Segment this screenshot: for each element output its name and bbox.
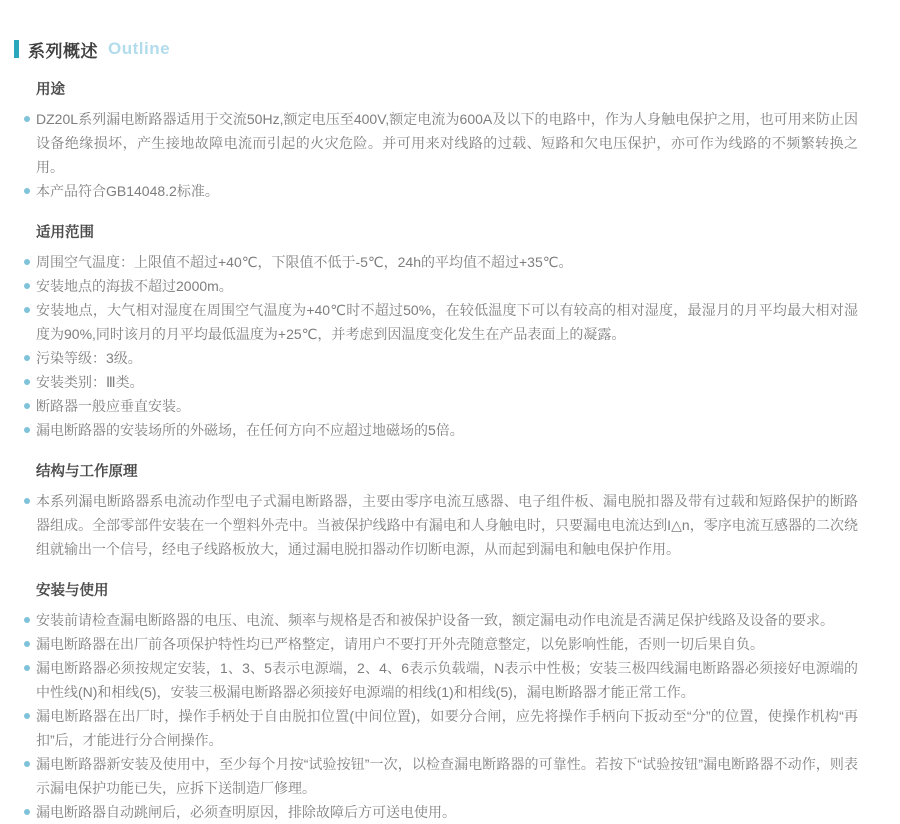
bullet-dot-icon xyxy=(24,259,30,265)
bullet-text: 安装前请检查漏电断路器的电压、电流、频率与规格是否和被保护设备一致，额定漏电动作电流是否满足保护线路及设备的要求。 xyxy=(36,612,834,628)
bullet-dot-icon xyxy=(24,379,30,385)
bullet-dot-icon xyxy=(24,403,30,409)
bullet-item xyxy=(0,250,862,274)
bullet-item xyxy=(0,656,862,704)
bullet-dot-icon xyxy=(24,809,30,815)
bullet-dot-icon xyxy=(24,641,30,647)
bullet-text: 安装地点的海拔不超过2000m。 xyxy=(36,278,233,294)
bullet-item xyxy=(0,394,862,418)
doc-section xyxy=(0,581,882,824)
section-heading: 适用范围 xyxy=(36,225,94,241)
bullet-text: 断路器一般应垂直安装。 xyxy=(36,398,190,414)
bullet-text: 漏电断路器必须按规定安装，1、3、5表示电源端，2、4、6表示负载端，N表示中性极；安装三极四线漏电断路器必须接好电源端的中性线(N)和相线(5)，安装三极漏电断路器必须接好电源端的相线(1)和相线(5)，漏电断路器才能正常工作。 xyxy=(36,660,858,700)
bullet-item xyxy=(0,179,862,203)
bullet-item xyxy=(0,752,862,800)
page-subtitle: Outline xyxy=(108,39,171,58)
bullet-item xyxy=(0,107,862,179)
bullet-dot-icon xyxy=(24,665,30,671)
bullet-text: 本产品符合GB14048.2标准。 xyxy=(36,183,219,199)
bullet-text: 漏电断路器新安装及使用中，至少每个月按“试验按钮”一次，以检查漏电断路器的可靠性。若按下“试验按钮”漏电断路器不动作，则表示漏电保护功能已失，应拆下送制造厂修理。 xyxy=(36,756,858,796)
bullet-item xyxy=(0,800,862,824)
bullet-text: 周围空气温度：上限值不超过+40℃，下限值不低于-5℃，24h的平均值不超过+35℃。 xyxy=(36,254,573,270)
section-heading: 用途 xyxy=(36,82,65,98)
bullet-text: 漏电断路器的安装场所的外磁场，在任何方向不应超过地磁场的5倍。 xyxy=(36,422,464,438)
bullet-dot-icon xyxy=(24,427,30,433)
bullet-item xyxy=(0,370,862,394)
bullet-dot-icon xyxy=(24,188,30,194)
document-content xyxy=(0,80,900,824)
doc-section xyxy=(0,80,882,203)
bullet-dot-icon xyxy=(24,617,30,623)
bullet-text: 污染等级：3级。 xyxy=(36,350,142,366)
doc-section xyxy=(0,462,882,561)
bullet-item xyxy=(0,274,862,298)
bullet-dot-icon xyxy=(24,761,30,767)
bullet-item xyxy=(0,608,862,632)
bullet-item xyxy=(0,632,862,656)
bullet-item xyxy=(0,346,862,370)
bullet-list xyxy=(0,489,882,561)
bullet-dot-icon xyxy=(24,713,30,719)
bullet-item xyxy=(0,489,862,561)
bullet-list xyxy=(0,250,882,442)
title-accent-bar-icon xyxy=(14,40,19,58)
section-heading: 结构与工作原理 xyxy=(36,464,138,480)
bullet-text: 安装地点，大气相对湿度在周围空气温度为+40℃时不超过50%，在较低温度下可以有较高的相对湿度，最湿月的月平均最大相对湿度为90%,同时该月的月平均最低温度为+25℃，并考虑到因温度变化发生在产品表面上的凝露。 xyxy=(36,302,858,342)
bullet-dot-icon xyxy=(24,116,30,122)
bullet-list xyxy=(0,107,882,203)
bullet-text: 本系列漏电断路器系电流动作型电子式漏电断路器，主要由零序电流互感器、电子组件板、漏电脱扣器及带有过载和短路保护的断路器组成。全部零部件安装在一个塑料外壳中。当被保护线路中有漏电和人身触电时，只要漏电电流达到I△n，零序电流互感器的二次绕组就输出一个信号，经电子线路板放大，通过漏电脱扣器动作切断电源，从而起到漏电和触电保护作用。 xyxy=(36,493,858,557)
bullet-item xyxy=(0,704,862,752)
bullet-text: 漏电断路器自动跳闸后，必须查明原因，排除故障后方可送电使用。 xyxy=(36,804,456,820)
page-title: 系列概述 xyxy=(28,41,98,61)
bullet-text: 漏电断路器在出厂前各项保护特性均已严格整定，请用户不要打开外壳随意整定，以免影响性能，否则一切后果自负。 xyxy=(36,636,764,652)
bullet-text: 安装类别：Ⅲ类。 xyxy=(36,374,144,390)
page-header xyxy=(14,38,900,60)
bullet-dot-icon xyxy=(24,498,30,504)
bullet-dot-icon xyxy=(24,307,30,313)
bullet-dot-icon xyxy=(24,283,30,289)
bullet-item xyxy=(0,298,862,346)
section-heading: 安装与使用 xyxy=(36,583,109,599)
bullet-text: 漏电断路器在出厂时，操作手柄处于自由脱扣位置(中间位置)，如要分合闸，应先将操作手柄向下扳动至“分”的位置，使操作机构“再扣”后，才能进行分合闸操作。 xyxy=(36,708,858,748)
bullet-dot-icon xyxy=(24,355,30,361)
doc-section xyxy=(0,223,882,442)
bullet-text: DZ20L系列漏电断路器适用于交流50Hz,额定电压至400V,额定电流为600A及以下的电路中，作为人身触电保护之用，也可用来防止因设备绝缘损坏，产生接地故障电流而引起的火灾危险。并可用来对线路的过载、短路和欠电压保护，亦可作为线路的不频繁转换之用。 xyxy=(36,111,858,175)
bullet-list xyxy=(0,608,882,824)
bullet-item xyxy=(0,418,862,442)
